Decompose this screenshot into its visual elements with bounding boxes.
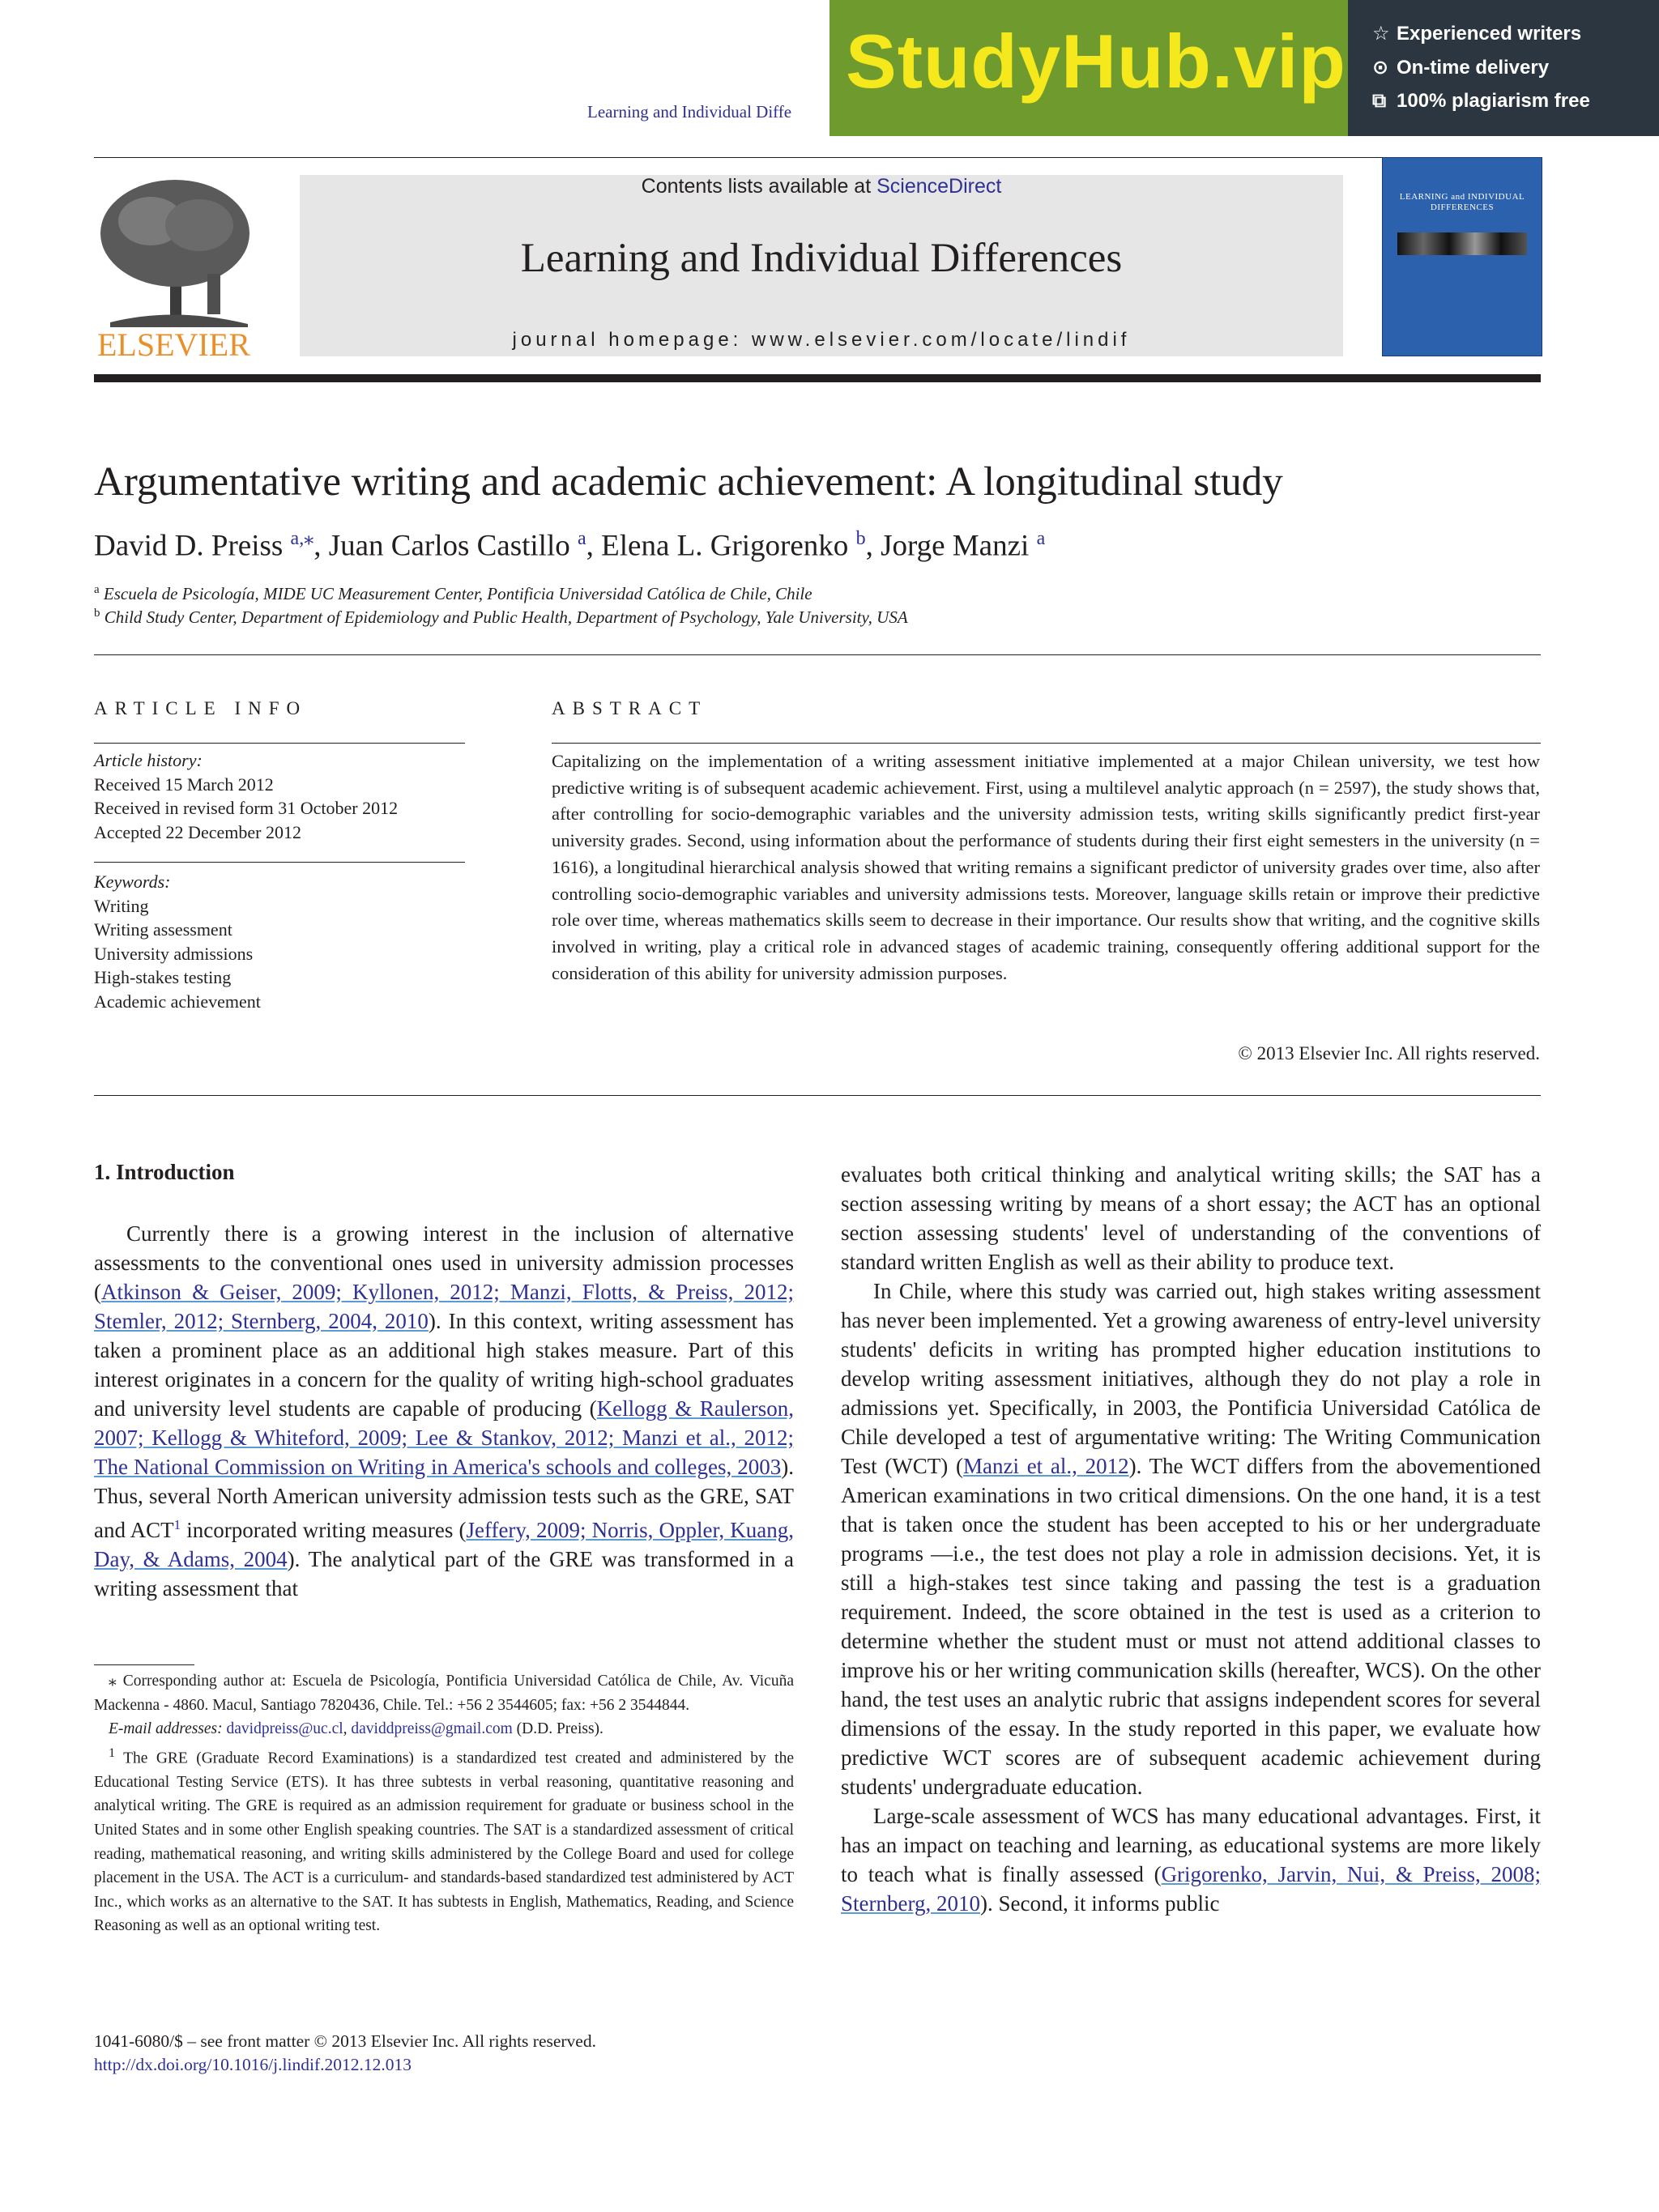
keywords <box>94 870 465 1013</box>
footnote-1 <box>94 1741 794 1938</box>
affiliation <box>94 583 812 604</box>
divider <box>94 654 1541 655</box>
citation-link[interactable]: Atkinson & Geiser, 2009; Kyllonen, 2012; Manzi, Flotts, & Preiss, 2012; Stemler, 2012; Sternberg, 2004, 2010 <box>94 1280 794 1333</box>
ad-feature-text: Experienced writers <box>1397 23 1582 45</box>
citation-link[interactable]: Kellogg & Raulerson, 2007; Kellogg & Whiteford, 2009; Lee & Stankov, 2012; Manzi et al., 2012; The National Commission on Writing in America's schools and colleges, 2003 <box>94 1396 794 1479</box>
text-run: incorporated writing measures ( <box>181 1518 467 1542</box>
abstract-copyright: © 2013 Elsevier Inc. All rights reserved. <box>1238 1043 1540 1063</box>
journal-name: Learning and Individual Differences <box>520 236 1123 281</box>
ad-feature <box>1372 22 1581 45</box>
ad-feature <box>1372 90 1590 113</box>
copy-icon: ⧉ <box>1372 90 1387 112</box>
paragraph <box>841 1801 1541 1918</box>
footnotes <box>94 1669 794 1938</box>
elsevier-logo <box>94 177 264 363</box>
history-item: Received in revised form 31 October 2012 <box>94 798 399 818</box>
doi-link[interactable]: http://dx.doi.org/10.1016/j.lindif.2012.12.013 <box>94 2055 412 2074</box>
text-run: ). Thus, several North American university admission tests such as the GRE, SAT and ACT <box>94 1455 794 1542</box>
footnote-rule <box>94 1664 194 1665</box>
top-rule <box>94 157 1541 158</box>
keyword: Writing assessment <box>94 919 232 940</box>
article-info-heading: ARTICLE INFO <box>94 698 308 718</box>
journal-cover <box>1382 157 1542 356</box>
ad-brand-panel[interactable] <box>830 0 1348 136</box>
footnote-text: The GRE (Graduate Record Examinations) is a standardized test created and administered by the Educational Testing Service (ETS). It has three subtests in verbal reasoning, quantitative reasoning and analytical writing. The GRE is required as an admission requirement for graduate or business school in the United States and in some other English speaking countries. The SAT is a standardized assessment of critical reading, mathematical reasoning, and writing skills administered by the College Board and used for college placement in the USA. The ACT is a curriculum- and standards-based standardized test administered by ACT Inc., which works as an alternative to the SAT. It has subtests in English, Mathematics, Reading, and Science Reasoning as well as an optional writing test. <box>94 1750 794 1935</box>
citation-link[interactable]: Jeffery, 2009; Norris, Oppler, Kuang, Day, & Adams, 2004 <box>94 1518 794 1571</box>
ad-banner[interactable] <box>830 0 1659 136</box>
abstract-heading: ABSTRACT <box>552 698 708 718</box>
author-name: , Elena L. Grigorenko <box>586 529 856 563</box>
email-link[interactable]: davidpreiss@uc.cl <box>226 1720 343 1738</box>
ad-feature <box>1372 56 1549 79</box>
contents-prefix: Contents lists available at <box>641 175 877 198</box>
citation-link[interactable]: Manzi et al., 2012 <box>963 1454 1129 1478</box>
publisher-wordmark: ELSEVIER <box>97 326 250 363</box>
email-link[interactable]: daviddpreiss@gmail.com <box>351 1720 513 1738</box>
history-item: Accepted 22 December 2012 <box>94 821 301 842</box>
email-suffix: (D.D. Preiss). <box>512 1720 603 1738</box>
affiliation-mark: a <box>94 583 100 596</box>
email-note <box>94 1717 794 1741</box>
affiliation-text: Escuela de Psicología, MIDE UC Measurement Center, Pontificia Universidad Católica de Chile, Chile <box>103 584 812 603</box>
divider <box>94 1095 1541 1096</box>
affiliation-text: Child Study Center, Department of Epidemiology and Public Health, Department of Psychology, Yale University, USA <box>104 607 908 627</box>
text-run: ). The analytical part of the GRE was transformed in a writing assessment that <box>94 1547 794 1600</box>
article-title: Argumentative writing and academic achievement: A longitudinal study <box>94 459 1283 505</box>
author-affiliation-mark[interactable]: a <box>578 528 586 549</box>
keywords-label: Keywords: <box>94 872 171 892</box>
history-item: Received 15 March 2012 <box>94 774 274 795</box>
keyword: High-stakes testing <box>94 967 232 987</box>
divider <box>552 743 1541 744</box>
author-affiliation-mark[interactable]: a,⁎ <box>290 528 314 549</box>
article-history <box>94 748 465 844</box>
author-affiliation-mark[interactable]: a <box>1036 528 1046 549</box>
body-column-right <box>841 1160 1541 1918</box>
footnote-mark: 1 <box>109 1745 116 1760</box>
text-run: evaluates both critical thinking and analytical writing skills; the SAT has a section assessing writing by means of a short essay; the ACT has an optional section assessing students' level of understanding of the conventions of standard written English as well as their ability to produce text. <box>841 1162 1541 1274</box>
contents-line <box>300 175 1343 198</box>
ad-features-panel <box>1348 0 1659 136</box>
email-label: E-mail addresses: <box>109 1720 227 1738</box>
author-affiliation-mark[interactable]: b <box>855 528 866 549</box>
corresponding-author-note: ⁎ Corresponding author at: Escuela de Psicología, Pontificia Universidad Católica de Chile, Av. Vicuña Mackenna - 4860. Macul, Santiago 7820436, Chile. Tel.: +56 2 3544605; fax: +56 2 3544844. <box>94 1673 794 1714</box>
ad-feature-text: On-time delivery <box>1397 57 1550 79</box>
cover-image-strip <box>1397 232 1527 255</box>
divider <box>94 743 465 744</box>
text-run: In Chile, where this study was carried out, high stakes writing assessment has never been implemented. Yet a growing awareness of entry-level university students' deficits in writing has prompted higher education institutions to develop writing assessment initiatives, although they do not play a role in admissions yet. Specifically, in 2003, the Pontificia Universidad Católica de Chile developed a test of argumentative writing: The Writing Communication Test (WCT) ( <box>841 1279 1541 1478</box>
text-run: ). The WCT differs from the abovementioned American examinations in two critical dimensions. On the one hand, it is a test that is taken once the student has been accepted to his or her undergraduate programs —i.e., the test does not play a role in admission decisions. Yet, it is still a high-stakes test since taking and passing the test is a graduation requirement. Indeed, the score obtained in the test is used as a criterion to determine whether the student must or must not attend additional classes to improve his or her writing communication skills (hereafter, WCS). On the other hand, the test uses an analytic rubric that assigns independent scores for several dimensions of the essay. In the study reported in this paper, we evaluate how predictive WCT scores are of subsequent academic achievement during students' undergraduate education. <box>841 1454 1541 1799</box>
citation-link[interactable]: Grigorenko, Jarvin, Nui, & Preiss, 2008; Sternberg, 2010 <box>841 1862 1541 1916</box>
author-list <box>94 526 1045 563</box>
clock-icon: ⊙ <box>1372 57 1389 79</box>
front-matter <box>94 2030 596 2077</box>
keyword: Writing <box>94 895 149 916</box>
section-heading: 1. Introduction <box>94 1160 235 1184</box>
text-run: ). In this context, writing assessment has taken a prominent place as an additional high stakes measure. Part of this interest originates in a concern for the quality of writing high-school graduates and university level students are capable of producing ( <box>94 1309 794 1421</box>
paragraph <box>94 1219 794 1603</box>
keyword: University admissions <box>94 943 254 964</box>
cover-title: LEARNING and INDIVIDUAL DIFFERENCES <box>1399 192 1525 212</box>
running-head: Learning and Individual Diffe <box>587 102 792 121</box>
affiliation-mark: b <box>94 607 100 620</box>
author-name: , Jorge Manzi <box>865 529 1037 563</box>
ad-feature-text: 100% plagiarism free <box>1397 90 1590 112</box>
journal-header <box>300 175 1343 356</box>
text-run: Large-scale assessment of WCS has many educational advantages. First, it has an impact on teaching and learning, as educational systems are more likely to teach what is finally assessed ( <box>841 1804 1541 1886</box>
journal-homepage[interactable]: journal homepage: www.elsevier.com/locate/lindif <box>512 329 1131 351</box>
divider <box>94 862 465 863</box>
text-run: Currently there is a growing interest in the inclusion of alternative assessments to the conventional ones used in university admission processes ( <box>94 1221 794 1304</box>
paragraph <box>841 1276 1541 1801</box>
abstract-text: Capitalizing on the implementation of a writing assessment initiative implemented at a major Chilean university, we test how predictive writing is of subsequent academic achievement. First, using a multilevel analytic approach (n = 2597), the study shows that, after controlling for socio-demographic variables and the university admission tests, writing skills significantly predict first-year university grades. Second, using information about the performance of students during their first eight semesters in the university (n = 1616), a longitudinal hierarchical analysis showed that writing remains a significant predictor of university grades over time, also after controlling socio-demographic variables and university admissions tests. Moreover, language skills retain or improve their predictive role over time, whereas mathematics skills seem to decrease in their importance. Our results show that writing, and the cognitive skills involved in writing, play a critical role in advanced stages of academic training, consequently offering additional support for the consideration of this ability for university admission purposes. <box>552 751 1540 983</box>
email-separator: , <box>343 1720 352 1738</box>
text-run: ). Second, it informs public <box>979 1891 1220 1916</box>
ad-brand-text[interactable]: StudyHub.vip <box>846 19 1346 104</box>
header-thick-rule <box>94 374 1541 382</box>
issn-line: 1041-6080/$ – see front matter © 2013 Elsevier Inc. All rights reserved. <box>94 2031 596 2051</box>
history-label: Article history: <box>94 750 203 770</box>
sciencedirect-link[interactable]: ScienceDirect <box>876 175 1002 198</box>
affiliation <box>94 607 908 628</box>
body-column-left <box>94 1219 794 1603</box>
footnote-ref[interactable]: 1 <box>173 1517 181 1532</box>
keyword: Academic achievement <box>94 991 261 1012</box>
paragraph <box>841 1160 1541 1276</box>
author-name: David D. Preiss <box>94 529 291 563</box>
author-name: , Juan Carlos Castillo <box>313 529 578 563</box>
star-icon: ☆ <box>1372 23 1390 45</box>
